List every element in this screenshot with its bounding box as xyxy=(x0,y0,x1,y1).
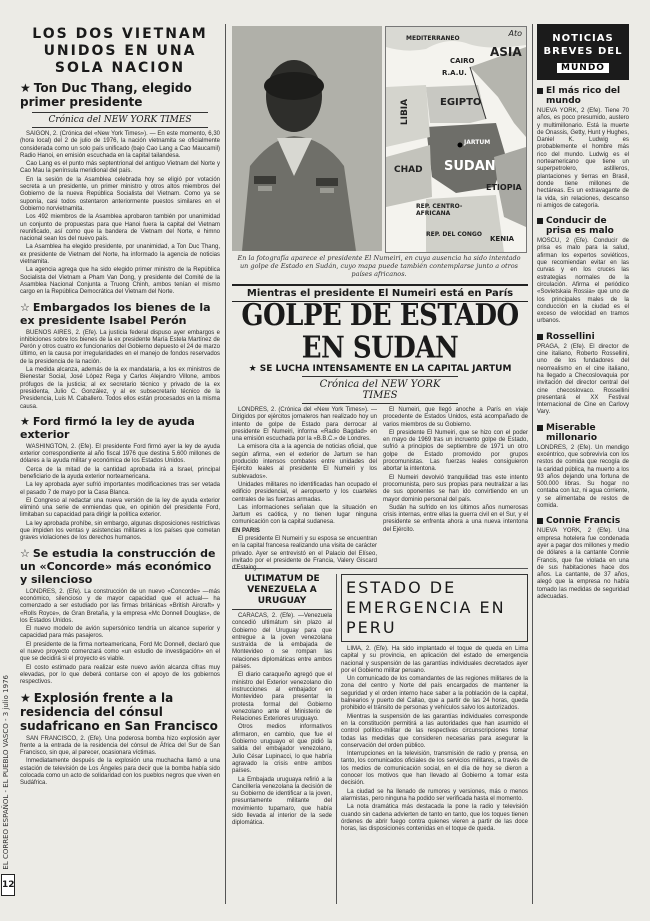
map-label-etiopia: ETIOPIA xyxy=(486,183,522,192)
map-label-rca: REP. CENTRO-AFRICANA xyxy=(416,203,463,217)
body-peru xyxy=(341,646,528,833)
headline-peru: ESTADO DE EMERGENCIA EN PERU xyxy=(346,578,506,637)
sidebar-header-line2: BREVES DEL xyxy=(543,46,623,57)
map-sudan-region xyxy=(385,26,527,253)
body-concorde xyxy=(20,589,220,687)
lead-body-left xyxy=(232,407,377,574)
paragraph: LONDRES, 2. (Crónica del «New York Times»). —Dirigidos por ejércitos jornaleros han realizado hoy un intento de golpe de Estado para derrocar al presidente El Numeiri, informa «Radio Bagdad» en una emisión escuchada por la «B.B.C.» de Londres. xyxy=(232,407,377,443)
headline-explosion-text: Explosión frente a la residencia del cónsul sudafricano en San Francisco xyxy=(20,690,218,733)
subsection-title: EN PARIS xyxy=(232,527,260,534)
photo-numeiri xyxy=(232,26,382,251)
sidebar-item-body: NUEVA YORK, 2 (Efe). Tiene 70 años, es poco presumido, austero y multimillonario. Está la muerte de Onassis, Getty, Hunt y Hughes, Daniel K. Ludwig es probablemente el hombre más rico del mundo. Ludwig es el norteamericano que tiene un superpetrolero, astilleros, plantaciones y tierras en Brasil, donde tiene millones de hectáreas. Es un extravagante de la vida, sin relaciones, descanso ni amigos de categoría. xyxy=(537,108,629,209)
sidebar-item xyxy=(537,516,629,601)
sidebar-header-tag: MUNDO xyxy=(557,63,609,73)
article-peron xyxy=(20,301,220,411)
lead-body-right xyxy=(383,407,528,574)
paragraph: WASHINGTON, 2. (Efe). El presidente Ford firmó ayer la ley de ayuda exterior correspondiente al año fiscal 1976 que destina 5.600 millones de dólares a la ayuda militar y económica de los Estados Unidos. xyxy=(20,443,220,465)
headline-uruguay: ULTIMATUM DE VENEZUELA A URUGUAY xyxy=(232,574,332,610)
paragraph: Sudán ha sufrido en los últimos años numerosas crisis internas, entre ellas la guerra civil en el Sur, y el presidente se enfrenta ahora a una nueva intentona del Ejército. xyxy=(383,504,528,533)
column-divider xyxy=(532,24,533,904)
paragraph: Los 492 miembros de la Asamblea aprobaron también por unanimidad un conjunto de propuestas para que Hanoi fuera la capital del Vietnam reunificado, así como que la bandera de Vietnam del Norte, e himno nacional sean los del nuevo país. xyxy=(20,214,220,243)
body-vietnam xyxy=(20,131,220,297)
headline-vietnam: LOS DOS VIETNAM UNIDOS EN UNA SOLA NACION xyxy=(32,26,208,76)
paragraph: LIMA, 2. (Efe). Ha sido implantado el toque de queda en Lima capital y su provincia, en aplicación del estado de emergencia nacional y suspensión de las garantías individuales decretados ayer por el Gobierno militar peruano. xyxy=(341,646,528,674)
map-label-sudan: SUDAN xyxy=(444,159,496,174)
paragraph: La ley aprobada ayer sufrió importantes modificaciones tras ser vetada el pasado 7 de mayo por la Casa Blanca. xyxy=(20,482,220,496)
map-label-egipto: EGIPTO xyxy=(440,97,482,108)
map-label-cairo: CAIRO xyxy=(450,57,475,65)
paragraph: BUENOS AIRES, 2. (Efe). La justicia federal dispuso ayer embargos e inhibiciones sobre los bienes de la ex presidente María Estela Martínez de Perón y otros cuatro ex funcionarios del Gobierno depuesto el 24 de marzo último, en la causa por irregularidades en el manejo de fondos reservados de la presidencia de la nación. xyxy=(20,329,220,365)
paragraph: La ciudad se ha llenado de rumores y versiones, más o menos alarmistas, pero ninguna ha podido ser verificada hasta el momento. xyxy=(341,788,528,802)
subhead-vietnam xyxy=(20,81,220,109)
map-label-asia: ASIA xyxy=(490,45,522,59)
headline-concorde-text: Se estudia la construcción de un «Concorde» más económico y silencioso xyxy=(20,546,216,586)
sidebar-item-headline: El más rico del mundo xyxy=(537,86,629,106)
paragraph: Otros medios informativos afirmaron, en cambio, que fue el Gobierno uruguayo el que pidió la salida del embajador venezolano, Julio César Lupinacci, lo que habría agravado la crisis entre ambos países. xyxy=(232,724,332,775)
column-divider xyxy=(225,24,226,904)
paragraph: La agencia agrega que ha sido elegido primer ministro de la República Socialista del Vietnam a Pham Van Dong, y presidente del Comité de la Asamblea Nacional Conjunta a Truong Chinh, ambos tenían el mismo cargo en la República Democrática del Vietnam del Norte. xyxy=(20,267,220,296)
lead-subhead xyxy=(232,364,528,374)
sidebar-item xyxy=(537,332,629,417)
sidebar-header-line1: NOTICIAS xyxy=(552,33,614,44)
map-label-chad: CHAD xyxy=(394,165,423,175)
sidebar-item-body: MOSCU, 2 (Efe). Conducir de prisa es malo para la salud, afirman los expertos soviéticos, que recomiendan evitar en las curvas y en los cruces las estrategias normales de la circulación. Afirma el periódico «Sovietskaia Rossia» que uno de los principales males de la conducción en la ciudad es el exceso de velocidad en tramos urbanos. xyxy=(537,238,629,325)
left-column xyxy=(20,24,220,904)
article-explosion xyxy=(20,691,220,788)
paragraph: La ley aprobada prohíbe, sin embargo, algunas disposiciones restrictivas que impiden los ventas y asistencias militares a los países que cometan graves violaciones de los derechos humanos. xyxy=(20,520,220,542)
map-label-note: Ato xyxy=(508,29,522,38)
headline-ford xyxy=(20,415,220,441)
headline-concorde xyxy=(20,547,220,586)
paragraph: El Numeiri devolvió tranquilidad tras este intento procomunista, pero sus propias para neutralizar a las de sus oponentes se han ido convirtiendo en un mayor dominio personal del país. xyxy=(383,474,528,503)
paragraph: El nuevo modelo de avión supersónico tendría un alcance superior y capacidad para más pasajeros. xyxy=(20,626,220,640)
sidebar-item-headline: Miserable millonario xyxy=(537,423,629,443)
paragraph: Interrupciones en la televisión, transmisión de radio y prensa, en tanto, los comunicados oficiales de los servicios militares, a través de los medios de comunicación social, en el día de hoy se dieron a conocer los motivos que han llevado al Gobierno a tomar esta decisión. xyxy=(341,751,528,787)
article-ford xyxy=(20,415,220,543)
star-icon: ★ xyxy=(20,81,31,95)
sidebar-item-headline: Rossellini xyxy=(537,332,629,342)
lead-headline: GOLPE DE ESTADO EN SUDAN xyxy=(241,298,519,366)
page-number: 12 xyxy=(1,874,15,896)
masthead-side-text: EL CORREO ESPAÑOL - EL PUEBLO VASCO - 3 julio 1976 xyxy=(2,675,10,870)
paragraph: El presidente El Numeiri, que se hizo con el poder en mayo de 1969 tras un incruento golpe de Estado, sufrió a principios de septiembre de 1971 un otro golpe de Estado promovido por grupos procomunistas. Las fuerzas leales consiguieron abortar la intentona. xyxy=(383,429,528,473)
sidebar-item-headline: Conducir de prisa es malo xyxy=(537,216,629,236)
star-outline-icon: ☆ xyxy=(20,546,30,560)
paragraph: SAN FRANCISCO, 2. (Efe). Una poderosa bomba hizo explosión ayer frente a la entrada de la residencia del cónsul de África del Sur de San Francisco, sin que, al parecer, ocasionara víctimas. xyxy=(20,735,220,757)
sidebar-header xyxy=(537,24,629,80)
paragraph: La Asamblea ha elegido presidente, por unanimidad, a Ton Duc Thang, ex presidente de Vietnam del Norte, ha informado la agencia de noticias vietnamita. xyxy=(20,244,220,266)
paragraph: CARACAS, 2. (Efe). —Venezuela concedió ultimátum sin plazo al Gobierno del Uruguay para que entregue a la joven venezolana sustraída de la embajada de Montevideo o se rompan las relaciones diplomáticas entre ambos países. xyxy=(232,613,332,671)
paragraph: El costo estimado para realizar este nuevo avión alcanza cifras muy elevadas, por lo que deberá contarse con el apoyo de los gobiernos respectivos. xyxy=(20,664,220,686)
headline-ford-text: Ford firmó la ley de ayuda exterior xyxy=(20,414,195,441)
map-label-libia: LIBIA xyxy=(400,98,411,126)
star-icon: ★ xyxy=(248,364,260,374)
body-peron xyxy=(20,330,220,411)
lead-story xyxy=(232,284,528,604)
star-icon: ★ xyxy=(20,414,30,428)
paragraph: El presidente de la firma norteamericana, Ford Mc Donnell, declaró que el nuevo proyecto comenzará como «un estudio de investigación» en el que se decidirá si el proyecto es viable. xyxy=(20,641,220,663)
paragraph: Las informaciones señalan que la situación en Jartum es caótica, y no tienen lugar ninguna comunicación con la capital sudanesa. xyxy=(232,504,377,526)
sidebar-item-body: PRAGA, 2 (Efe). El director de cine italiano, Roberto Rossellini, uno de los fundadores del neorrealismo en el cine italiano, ha llegado a Checoslovaquia por invitación del director central del cine checoslovaco. Rossellini presentará el XX Festival Internacional de Cine en Carlovy Vary. xyxy=(537,343,629,416)
paragraph: Mientras la suspensión de las garantías individuales corresponde en la constitución permitirá a las autoridades que han asumido el control político-militar de las respectivas circunscripciones tomar todas las medidas que consideren necesarias para asegurar la conservación del orden público. xyxy=(341,713,528,749)
credit-nyt: Crónica del NEW YORK TIMES xyxy=(32,112,208,128)
sidebar-item xyxy=(537,216,629,326)
paragraph: El Numeiri, que llegó anoche a París en viaje procedente de Estados Unidos, está acompañado de varios miembros de su Gobierno. xyxy=(383,407,528,428)
paragraph: Un comunicado de los comandantes de las regiones militares de la zona del centro y Norte del país encargados de mantener la seguridad y el orden interno hace saber a la población de la capital, balnearios y puerto del Callao, que a partir de las 24 horas, queda prohibido el tránsito de personas y vehículos salvo los autorizados. xyxy=(341,676,528,712)
star-icon: ★ xyxy=(20,690,31,705)
sidebar-item xyxy=(537,86,629,210)
body-uruguay xyxy=(232,613,332,828)
headline-explosion xyxy=(20,691,220,733)
article-peru xyxy=(341,574,528,904)
lead-kicker: Mientras el presidente El Numeiri está en París xyxy=(232,284,528,302)
paragraph: Unidades militares no identificadas han ocupado el edificio presidencial, el aeropuerto y los cuarteles centrales de las fuerzas armadas. xyxy=(232,481,377,503)
paragraph: LONDRES, 2. (Efe). La construcción de un nuevo «Concorde» —más económico, silencioso y de mayor capacidad que el actual— ha comenzado a ser estudiado por las firmas británicas «British Aircraft» y «Rolls Royce», de Gran Bretaña, y la empresa «Mc Donnell Douglas», de los Estados Unidos. xyxy=(20,588,220,624)
sidebar-item-headline: Connie Francis xyxy=(537,516,629,526)
map-label-congo: REP. DEL CONGO xyxy=(426,231,482,238)
headline-peron xyxy=(20,301,220,327)
paragraph: Cao Lang es el punto más septentrional del antiguo Vietnam del Norte y Cao Mau la península meridional del país. xyxy=(20,161,220,175)
lead-body xyxy=(232,407,528,574)
body-ford xyxy=(20,444,220,543)
sidebar-item-body: NUEVA YORK, 2 (Efe). Una empresa hotelera fue condenada ayer a pagar dos millones y medio de dólares a la cantante Connie Francis, que fue violada en una de sus habitaciones hace dos años. La cantante, de 37 años, alegó que la empresa no había tomado las medidas de seguridad adecuadas. xyxy=(537,528,629,601)
paragraph: El Congreso al redactar una nueva versión de la ley de ayuda exterior eliminó una serie de enmiendas que, en opinión del presidente Ford, limitaban su capacidad para dirigir la política exterior. xyxy=(20,497,220,519)
paragraph: El presidente El Numeiri y su esposa se encuentran en la capital francesa realizando una visita de carácter privado. Ayer se entrevistó en el Palacio del Elíseo, invitado por el presidente de Francia, Valery Giscard xyxy=(232,536,377,564)
paragraph: Cerca de la mitad de la cantidad aprobada irá a Israel, principal beneficiario de la ayuda exterior norteamericana. xyxy=(20,466,220,480)
map-label-kenia: KENIA xyxy=(490,235,515,243)
body-explosion xyxy=(20,736,220,788)
sidebar-item-body: LONDRES, 2 (Efe). Un mendigo excéntrico, que sobrevivía con los restos de comida que recogía de la caridad pública, ha muerto a los 93 años dejando una fortuna de 500.000 libras. Su hogar no contaba con luz, ni agua corriente, y se alimentaba de restos de comida. xyxy=(537,444,629,510)
page-margin xyxy=(0,30,14,910)
section-divider xyxy=(232,568,528,569)
numeiri-portrait xyxy=(232,26,382,251)
article-vietnam xyxy=(20,26,220,297)
subhead-vietnam-text: Ton Duc Thang, elegido primer presidente xyxy=(20,81,192,109)
article-uruguay xyxy=(232,574,332,904)
star-outline-icon: ☆ xyxy=(20,300,30,314)
sidebar-noticias-breves xyxy=(537,24,629,904)
paragraph: Inmediatamente después de la explosión una muchacha llamó a una estación de televisión de Los Ángeles para decir que la bomba había sido colocada como un acto de solidaridad con los pueblos negros que viven en Sudáfrica. xyxy=(20,758,220,787)
map-label-mediterraneo: MEDITERRANEO xyxy=(406,35,460,42)
paragraph: En la sesión de la Asamblea celebrada hoy se eligió por votación secreta a un presidente, un primer ministro y otros altos miembros del Gobierno de la nueva República Socialista del Vietnam. Como ya se suponía, casi todos ostentaron anteriormente puestos similares en el Gobierno norvietnamita. xyxy=(20,176,220,212)
paragraph: La emisora cita a la agencia de noticias oficial, que según afirma, «en el exterior de Jartum se han producido intensos combates entre unidades del Ejército leales al presidente El Numeiri y los sublevados». xyxy=(232,444,377,480)
map-label-jartum: JARTUM xyxy=(464,139,491,146)
map-label-rau: R.A.U. xyxy=(442,69,467,77)
sidebar-item xyxy=(537,423,629,511)
paragraph: La medida alcanza, además de la ex mandataria, a los ex ministros de Bienestar Social, José López Rega y Carlos Alejandro Villone, ambos prófugos de la justicia; al ex secretario técnico y privado de la ex presidenta, Julio C. González, y al ex subsecretario técnico de la Presidencia, Luis M. Caballero. Todos ellos están procesados en la misma causa. xyxy=(20,367,220,410)
lead-credit: Crónica del NEW YORK TIMES xyxy=(302,376,458,404)
paragraph: La nota dramática más destacada la pone la radio y televisión cuando sin cadena advierten de tanto en tanto, que los toques tienen órdenes de abrir fuego contra quienes vieren a partir de las doce horas, las disposiciones contenidas en el toque de queda. xyxy=(341,804,528,833)
paragraph: La Embajada uruguaya refirió a la Cancillería venezolana la decisión de su Gobierno de identificar a la joven, presuntamente militante del movimiento tupamaro, que había sido llevada al interior de la sede diplomática. xyxy=(232,776,332,827)
headline-peron-text: Embargados los bienes de la ex presidente Isabel Perón xyxy=(20,300,211,327)
headline-peru-box xyxy=(341,574,528,642)
lead-subhead-text: SE LUCHA INTENSAMENTE EN LA CAPITAL JARTUM xyxy=(259,364,512,374)
paragraph: SAIGON, 2. (Crónica del «New York Times»). — En este momento, 6,30 (hora local) del 2 de julio de 1976, la nación vietnamita se oficialmente considerada como un solo país unificado (bajo Cao Lang a Cao Maucamil) Radio Hanoi, en emisión escuchada en la capital tailandesa. xyxy=(20,131,220,159)
photo-caption: En la fotografía aparece el presidente El Numeiri, en cuya ausencia ha sido intentado un golpe de Estado en Sudán, cuyo mapa puede también contemplarse junto a otros países africanos. xyxy=(237,254,521,278)
column-divider xyxy=(336,574,337,904)
article-concorde xyxy=(20,547,220,687)
paragraph: El diario caraqueño agregó que el ministro del Exterior venezolano dio instrucciones al embajador en Montevideo para presentar la protesta formal del Gobierno venezolano ante el Ministerio de Relaciones Exteriores uruguayo. xyxy=(232,672,332,723)
